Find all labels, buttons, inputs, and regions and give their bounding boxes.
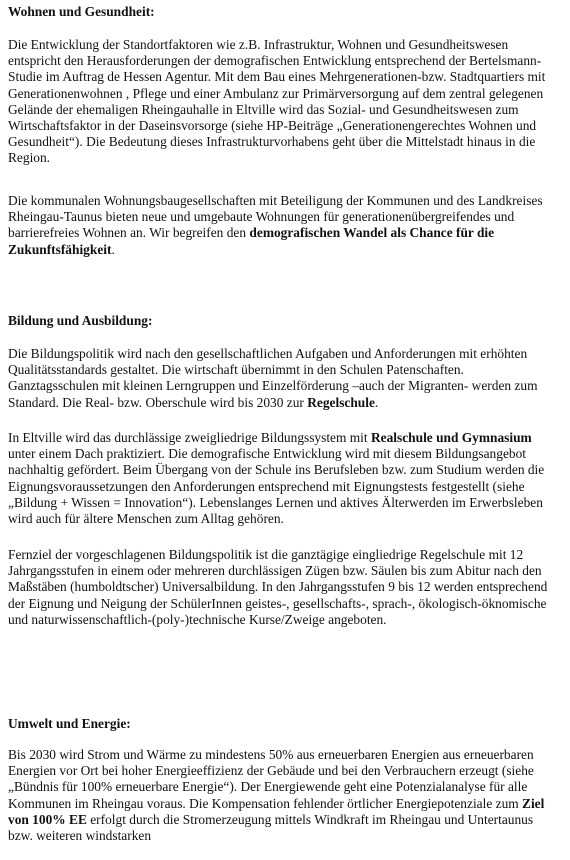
paragraph-bildung-1-text: Die Bildungspolitik wird nach den gesellschaftlichen Aufgaben und Anforderungen mit erhöhten Qualitätsstandards gestaltet. Die wirtschaft übernimmt in den Schulen Patenschaften. Ganztagsschulen mit kleinen Lerngruppen und Einzelförderung –auch der Migranten- werden zum Standard. Die Real- bzw. Oberschule wird bis 2030 zur [8,346,538,410]
paragraph-umwelt-1-text: Bis 2030 wird Strom und Wärme zu mindestens 50% aus erneuerbaren Energien aus erneuerbaren Energien vor Ort bei hoher Energieeffizienz der Gebäude und bei den Verbrauchern erzeugt (siehe „Bündnis für 100% erneuerbare Energie“). Der Energiewende geht eine Potenzialanalyse für alle Kommunen im Rheingau voraus. Die Kompensation fehlender örtlicher Energiepotenziale zum [8,747,534,811]
paragraph-bildung-3: Fernziel der vorgeschlagenen Bildungspolitik ist die ganztägige eingliedrige Regelschule mit 12 Jahrgangsstufen in einem oder mehreren durchlässigen Zügen bzw. Säulen bis zum Abitur nach den Maßstäben (humboldtscher) Universalbildung. In den Jahrgangsstufen 9 bis 12 werden entsprechend der Eignung und Neigung der SchülerInnen geistes-, gesellschafts-, sprach-, ökologisch-öknomische und naturwissenschaftlich-(poly-)technische Kurse/Zweige angeboten. [8,547,548,627]
paragraph-bildung-2 [8,430,556,527]
paragraph-bildung-2-emphasis: Realschule und Gymnasium [370,430,532,445]
paragraph-bildung-2-text-b: unter einem Dach praktiziert. Die demografische Entwicklung wird mit diesem Bildungsangebot nachhaltig gefördert. Beim Übergang von der Schule ins Berufsleben bzw. zum Studium werden die Eignungsvoraussetzungen den Anforderungen entsprechend mit Eignungstests festgestellt (siehe „Bildung + Wissen = Innovation“). Lebenslanges Lernen und aktives Älterwerden im Erwerbsleben wird auch für ältere Menschen zum Alltag gehören. [8,446,545,527]
paragraph-bildung-1-end: . [374,394,379,410]
paragraph-umwelt-1-emphasis: Ziel von 100% EE [8,795,545,827]
paragraph-bildung-2-text-a: In Eltville wird das durchlässige zweigliedrige Bildungssystem mit [8,430,371,445]
section-heading-bildung: Bildung und Ausbildung: [8,313,153,328]
paragraph-wohnen-2-emphasis: demografischen Wandel als Chance für die Zukunftsfähigkeit [8,225,495,257]
paragraph-wohnen-2-end: . [111,241,115,257]
paragraph-wohnen-1: Die Entwicklung der Standortfaktoren wie z.B. Infrastruktur, Wohnen und Gesundheitswesen entspricht den Herausforderungen der demografischen Entwicklung entsprechend der Bertelsmann-Studie im Auftrag de Hessen Agentur. Mit dem Bau eines Mehrgenerationen-bzw. Stadtquartiers mit Generationenwohnen , Pflege und einer Ambulanz zur Primärversorgung auf dem zentral gelegenen Gelände der ehemaligen Rheingauhalle in Eltville wird das Sozial- und Gesundheitswesen zum Wirtschaftsfaktor in der Daseinsvorsorge (siehe HP-Beiträge „Generationengerechtes Wohnen und Gesundheit“). Die Bedeutung dieses Infrastrukturvorhabens geht über die Mittelstadt hinaus in die Region. [8,37,546,166]
paragraph-wohnen-2-text: Die kommunalen Wohnungsbaugesellschaften mit Beteiligung der Kommunen und des Landkreises Rheingau-Taunus bieten neue und umgebaute Wohnungen für generationenübergreifendes und barrierefreies Wohnen an. Wir begreifen den [8,193,543,241]
section-heading-wohnen: Wohnen und Gesundheit: [8,4,155,19]
paragraph-bildung-1 [8,346,556,411]
paragraph-umwelt-1 [8,747,556,844]
paragraph-wohnen-2 [8,193,556,258]
section-heading-umwelt: Umwelt und Energie: [8,716,131,731]
paragraph-bildung-1-emphasis: Regelschule [307,394,375,410]
paragraph-umwelt-1-end: erfolgt durch die Stromerzeugung mittels Windkraft im Rheingau und Untertaunus bzw. weiteren windstarken [8,811,534,844]
